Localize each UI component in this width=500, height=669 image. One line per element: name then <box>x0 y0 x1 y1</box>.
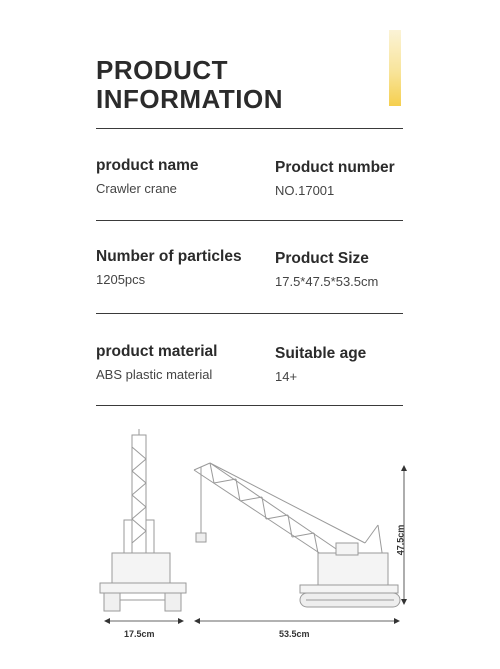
title-line-2: INFORMATION <box>96 84 283 114</box>
spec-value: ABS plastic material <box>96 367 213 382</box>
crane-side-view <box>194 463 400 607</box>
spec-value: Crawler crane <box>96 181 177 196</box>
spec-value: NO.17001 <box>275 183 335 198</box>
spec-label: Product number <box>275 159 395 176</box>
side-length-label: 53.5cm <box>279 629 310 639</box>
spec-value: 17.5*47.5*53.5cm <box>275 274 379 289</box>
spec-value: 1205pcs <box>96 272 146 287</box>
spec-label: product name <box>96 157 199 174</box>
divider <box>96 128 403 129</box>
front-width-label: 17.5cm <box>124 629 155 639</box>
crane-front-view <box>100 429 186 611</box>
spec-value: 14+ <box>275 369 298 384</box>
spec-number-of-particles <box>96 247 266 288</box>
divider <box>96 220 403 221</box>
spec-product-size <box>275 249 445 290</box>
page-title <box>96 56 283 114</box>
accent-bar <box>389 30 401 106</box>
crane-drawing <box>0 425 500 669</box>
spec-product-number <box>275 158 445 199</box>
title-line-1: PRODUCT <box>96 55 229 85</box>
spec-suitable-age <box>275 344 445 385</box>
spec-product-name <box>96 156 266 197</box>
divider <box>96 405 403 406</box>
spec-product-material <box>96 342 266 383</box>
spec-label: Number of particles <box>96 248 242 265</box>
divider <box>96 313 403 314</box>
spec-label: product material <box>96 343 218 360</box>
spec-label: Product Size <box>275 250 369 267</box>
spec-label: Suitable age <box>275 345 367 362</box>
height-label: 47.5cm <box>395 524 406 556</box>
